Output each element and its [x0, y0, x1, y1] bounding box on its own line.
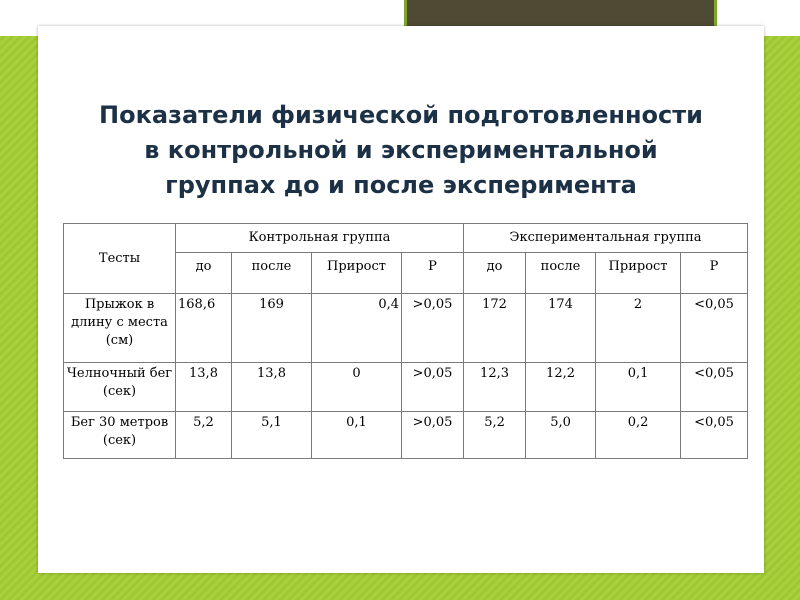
subheader-before: до	[464, 253, 526, 294]
cell-value: 12,3	[464, 363, 526, 412]
cell-value: 13,8	[176, 363, 232, 412]
cell-value: 174	[526, 294, 596, 363]
subheader-before: до	[176, 253, 232, 294]
cell-value: 0,2	[596, 412, 681, 459]
results-table	[63, 223, 748, 459]
cell-value: 5,2	[176, 412, 232, 459]
table-row	[64, 363, 748, 412]
subheader-gain: Прирост	[312, 253, 402, 294]
cell-value: 5,1	[232, 412, 312, 459]
cell-value: <0,05	[681, 363, 748, 412]
cell-value: <0,05	[681, 294, 748, 363]
cell-value: <0,05	[681, 412, 748, 459]
header-experimental-group: Экспериментальная группа	[464, 224, 748, 253]
subheader-gain: Прирост	[596, 253, 681, 294]
cell-value: 2	[596, 294, 681, 363]
table-header-row-groups	[64, 224, 748, 253]
cell-value: 12,2	[526, 363, 596, 412]
subheader-after: после	[526, 253, 596, 294]
subheader-p: Р	[681, 253, 748, 294]
cell-value: 13,8	[232, 363, 312, 412]
cell-value: >0,05	[402, 363, 464, 412]
row-label: Прыжок в длину с места (см)	[64, 294, 176, 363]
cell-value: 0,1	[596, 363, 681, 412]
table-row	[64, 412, 748, 459]
header-control-group: Контрольная группа	[176, 224, 464, 253]
cell-value: 172	[464, 294, 526, 363]
header-tests: Тесты	[64, 224, 176, 294]
cell-value: 0,4	[312, 294, 402, 363]
row-label: Бег 30 метров (сек)	[64, 412, 176, 459]
cell-value: >0,05	[402, 294, 464, 363]
cell-value: 0	[312, 363, 402, 412]
subheader-p: Р	[402, 253, 464, 294]
table-row	[64, 294, 748, 363]
slide-content	[38, 26, 764, 573]
cell-value: 169	[232, 294, 312, 363]
cell-value: 5,2	[464, 412, 526, 459]
title-line-1: Показатели физической подготовленности	[99, 101, 703, 129]
cell-value: 168,6	[176, 294, 232, 363]
row-label: Челночный бег (сек)	[64, 363, 176, 412]
title-line-3: группах до и после эксперимента	[165, 171, 637, 199]
cell-value: 0,1	[312, 412, 402, 459]
cell-value: >0,05	[402, 412, 464, 459]
slide-title	[38, 98, 764, 203]
title-line-2: в контрольной и экспериментальной	[144, 136, 658, 164]
cell-value: 5,0	[526, 412, 596, 459]
subheader-after: после	[232, 253, 312, 294]
